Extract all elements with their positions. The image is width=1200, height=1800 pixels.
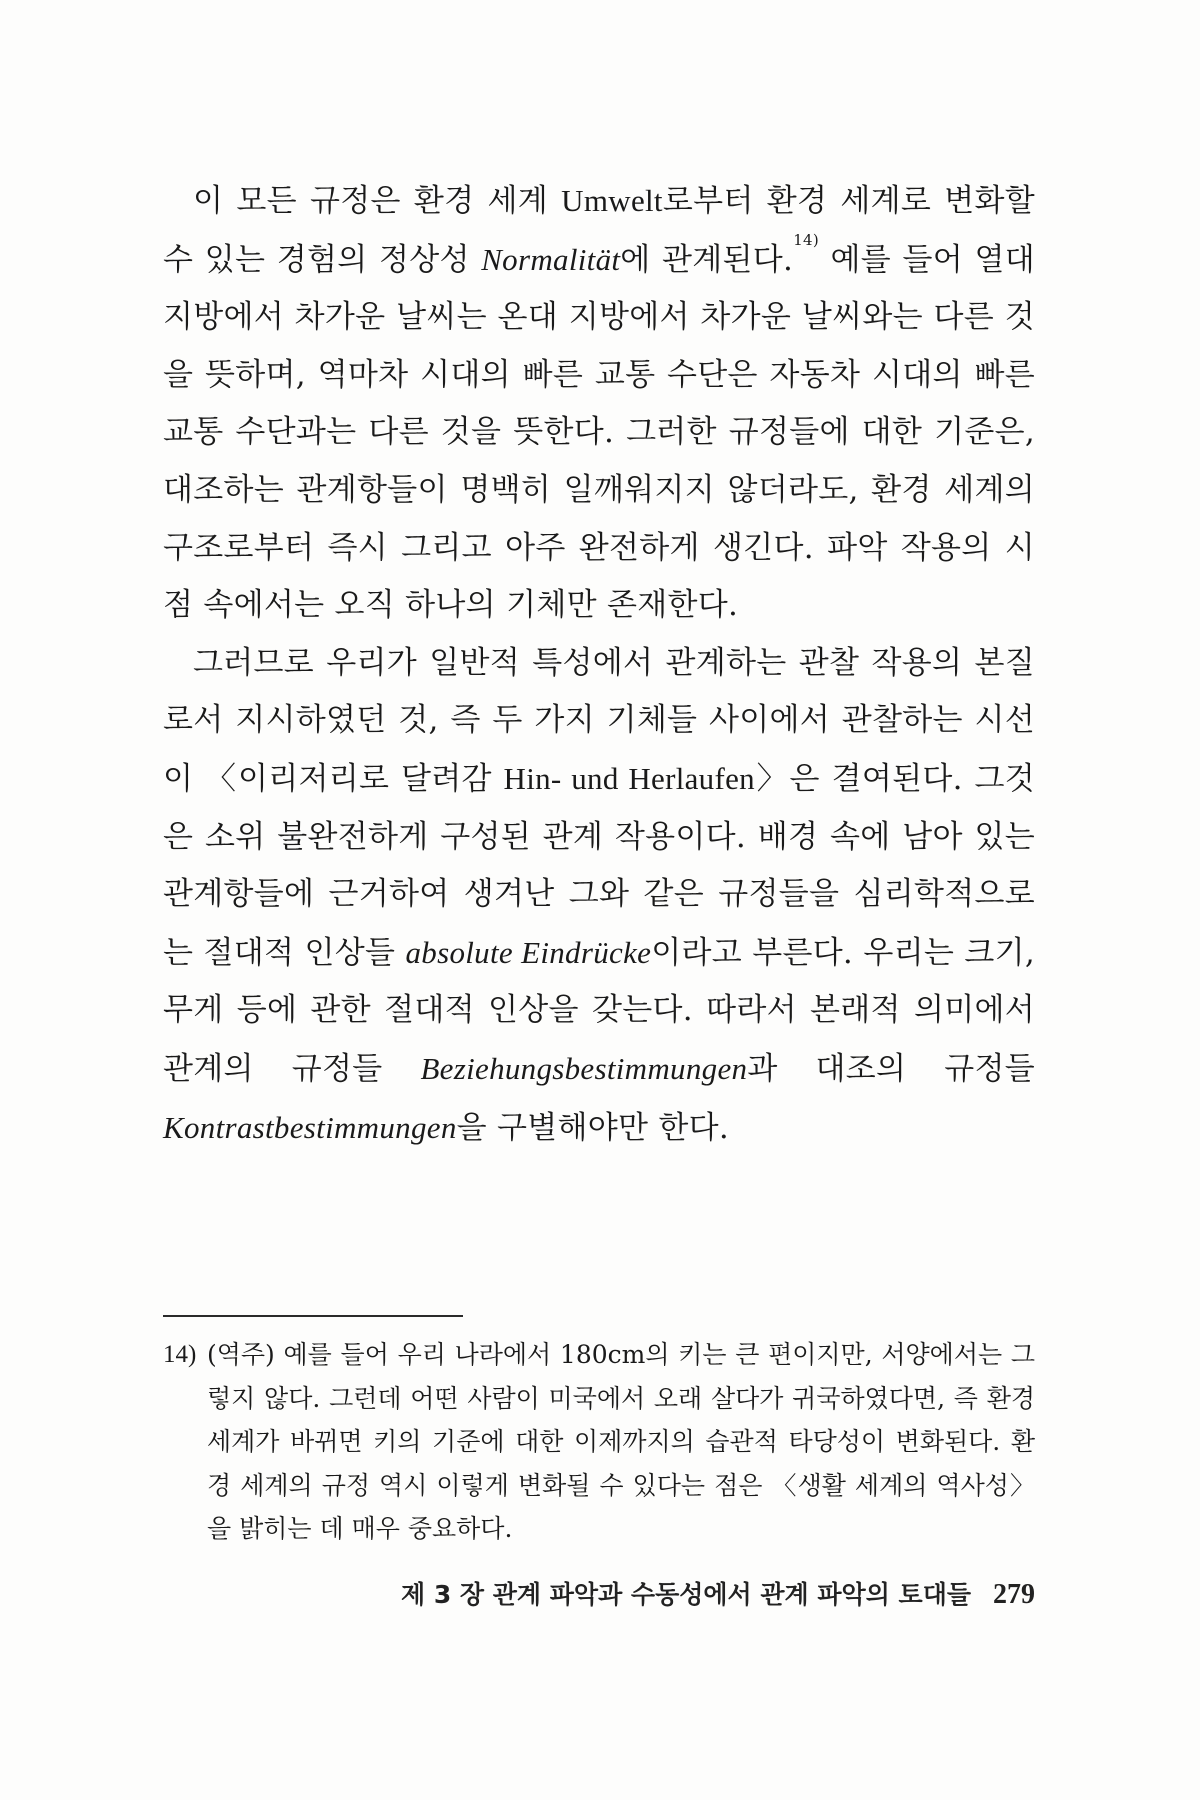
text-run: 〉은 결여된다. 그것은 소위 불완전하게 구성된 관계 작용이다. 배경 속에 남아 있는 관계항들에 근거하여 생겨난 그와 같은 규정들을 심리학적으로는 절대적 인상들	[163, 760, 1036, 971]
footnote-reference: 14)	[793, 230, 820, 249]
german-term: Kontrastbestimmungen	[163, 1109, 457, 1145]
german-term: Normalität	[481, 241, 621, 277]
german-term: Beziehungsbestimmungen	[420, 1050, 748, 1086]
german-term: absolute Eindrücke	[405, 934, 652, 970]
footnote	[163, 1333, 1035, 1551]
text-run: 과 대조의 규정들	[747, 1050, 1035, 1087]
text-run: 이라고 부른다. 우리는 크기, 무게 등에 관한 절대적 인상을 갖는다. 따라서 본래적 의미에서 관계의 규정들	[163, 934, 1035, 1087]
page-number: 279	[993, 1579, 1035, 1610]
footnote-number: 14)	[163, 1341, 197, 1368]
german-term: Hin- und Herlaufen	[503, 760, 755, 796]
text-run: 예를 들어 열대 지방에서 차가운 날씨는 온대 지방에서 차가운 날씨와는 다른 것을 뜻하며, 역마차 시대의 빠른 교통 수단은 자동차 시대의 빠른 교통 수단과는 다른 것을 뜻한다. 그러한 규정들에 대한 기준은, 대조하는 관계항들이 명백히 일깨워지지 않더라도, 환경 세계의 구조로부터 즉시 그리고 아주 완전하게 생긴다. 파악 작용의 시점 속에서는 오직 하나의 기체만 존재한다.	[163, 241, 1035, 624]
running-footer	[163, 1575, 1035, 1611]
text-run: 이 모든 규정은 환경 세계	[193, 183, 562, 219]
footnote-divider	[163, 1315, 463, 1317]
german-term: Umwelt	[561, 183, 663, 218]
paragraph-2	[163, 635, 1035, 1157]
text-run: 을 구별해야만 한다.	[456, 1109, 730, 1146]
paragraph-1	[163, 172, 1035, 635]
text-run: 에 관계된다.	[620, 241, 794, 278]
chapter-title: 제 3 장 관계 파악과 수동성에서 관계 파악의 토대들	[400, 1580, 971, 1609]
text-run: 그러므로 우리가 일반적 특성에서 관계하는 관찰 작용의 본질로서 지시하였던 것, 즉 두 가지 기체들 사이에서 관찰하는 시선이 〈이리저리로 달려감	[163, 644, 1035, 797]
text-run: 로부터 환경 세계로 변화할 수 있는 경험의 정상성	[163, 183, 1035, 278]
footnote-text: (역주) 예를 들어 우리 나라에서 180cm의 키는 큰 편이지만, 서양에서는 그렇지 않다. 그런데 어떤 사람이 미국에서 오래 살다가 귀국하였다면, 즉 환경 세계가 바뀌면 키의 기준에 대한 이제까지의 습관적 타당성이 변화된다. 환경 세계의 규정 역시 이렇게 변화될 수 있다는 점은 〈생활 세계의 역사성〉을 밝히는 데 매우 중요하다.	[207, 1340, 1035, 1543]
main-text	[163, 172, 1035, 1157]
